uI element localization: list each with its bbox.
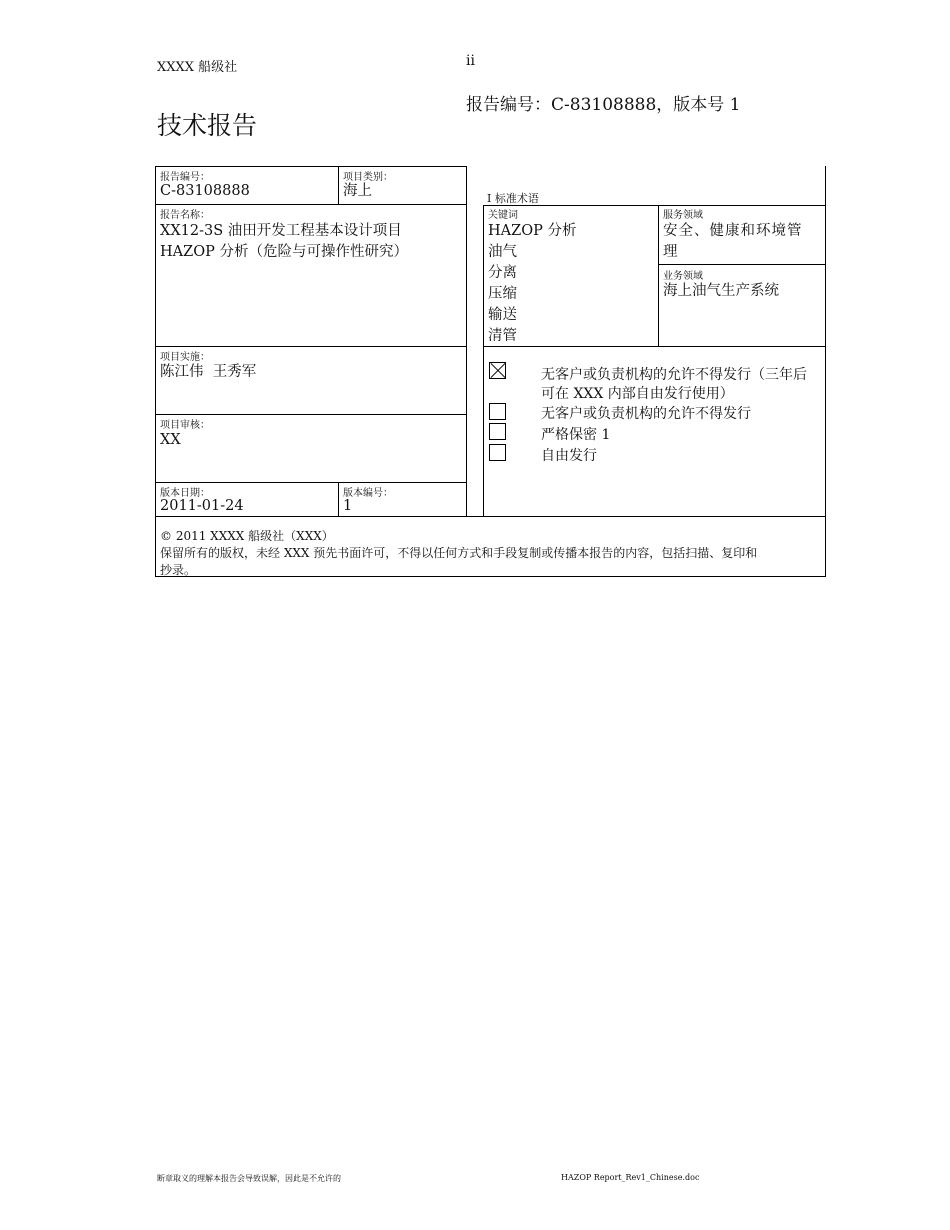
keyword-item: 油气 — [488, 244, 517, 260]
report-reference: 报告编号：C-83108888，版本号 1 — [466, 95, 741, 115]
distribution-option-2: 无客户或负责机构的允许不得发行 — [541, 406, 751, 422]
report-name-line2: HAZOP 分析（危险与可操作性研究） — [160, 244, 408, 260]
report-number-label: 报告编号： — [160, 172, 210, 183]
distribution-option-1-line1: 无客户或负责机构的允许不得发行（三年后 — [541, 367, 807, 383]
version-number-value: 1 — [343, 498, 353, 514]
distribution-checkbox-checked[interactable] — [489, 362, 506, 379]
review-label: 项目审核： — [160, 420, 210, 431]
footer-filename: HAZOP Report_Rev1_Chinese.doc — [561, 1173, 700, 1182]
distribution-checkbox[interactable] — [489, 403, 506, 420]
keyword-item: 分离 — [488, 265, 517, 281]
version-number-label: 版本编号： — [343, 488, 393, 499]
implementation-value: 陈江伟 王秀军 — [160, 364, 257, 380]
keyword-item: 输送 — [488, 307, 517, 323]
standard-terms-label: I 标准术语 — [487, 192, 539, 205]
report-number-value: C-83108888 — [160, 183, 250, 199]
service-area-line1: 安全、健康和环境管 — [663, 223, 803, 239]
distribution-checkbox[interactable] — [489, 423, 506, 440]
distribution-checkbox[interactable] — [489, 444, 506, 461]
service-area-line2: 理 — [663, 244, 678, 260]
review-value: XX — [160, 432, 181, 448]
keyword-item: HAZOP 分析 — [488, 223, 577, 239]
report-name-line1: XX12-3S 油田开发工程基本设计项目 — [160, 223, 402, 239]
distribution-option-3: 严格保密 1 — [541, 427, 611, 443]
copyright-notice-line: 抄录。 — [160, 563, 197, 577]
copyright-notice-line: 保留所有的版权，未经 XXX 预先书面许可，不得以任何方式和手段复制或传播本报告的内容，包括扫描、复印和 — [160, 546, 758, 560]
distribution-option-4: 自由发行 — [541, 448, 597, 464]
business-area-value: 海上油气生产系统 — [663, 283, 779, 299]
organization-name: XXXX 船级社 — [157, 60, 238, 75]
project-type-label: 项目类别： — [343, 172, 393, 183]
version-date-value: 2011-01-24 — [160, 498, 244, 514]
keyword-item: 压缩 — [488, 286, 517, 302]
footer-disclaimer: 断章取义的理解本报告会导致误解，因此是不允许的 — [157, 1174, 341, 1183]
keywords-label: 关键词 — [488, 210, 518, 221]
keyword-item: 清管 — [488, 328, 517, 344]
implementation-label: 项目实施： — [160, 352, 210, 363]
service-area-label: 服务领域 — [663, 210, 703, 221]
page-number: ii — [466, 53, 475, 69]
version-date-label: 版本日期： — [160, 488, 210, 499]
document-type-title: 技术报告 — [157, 111, 258, 140]
project-type-value: 海上 — [343, 183, 372, 199]
business-area-label: 业务领域 — [663, 271, 703, 282]
distribution-option-1-line2: 可在 XXX 内部自由发行使用） — [541, 386, 734, 402]
report-name-label: 报告名称： — [160, 210, 210, 221]
copyright-line: © 2011 XXXX 船级社（XXX） — [160, 529, 334, 543]
